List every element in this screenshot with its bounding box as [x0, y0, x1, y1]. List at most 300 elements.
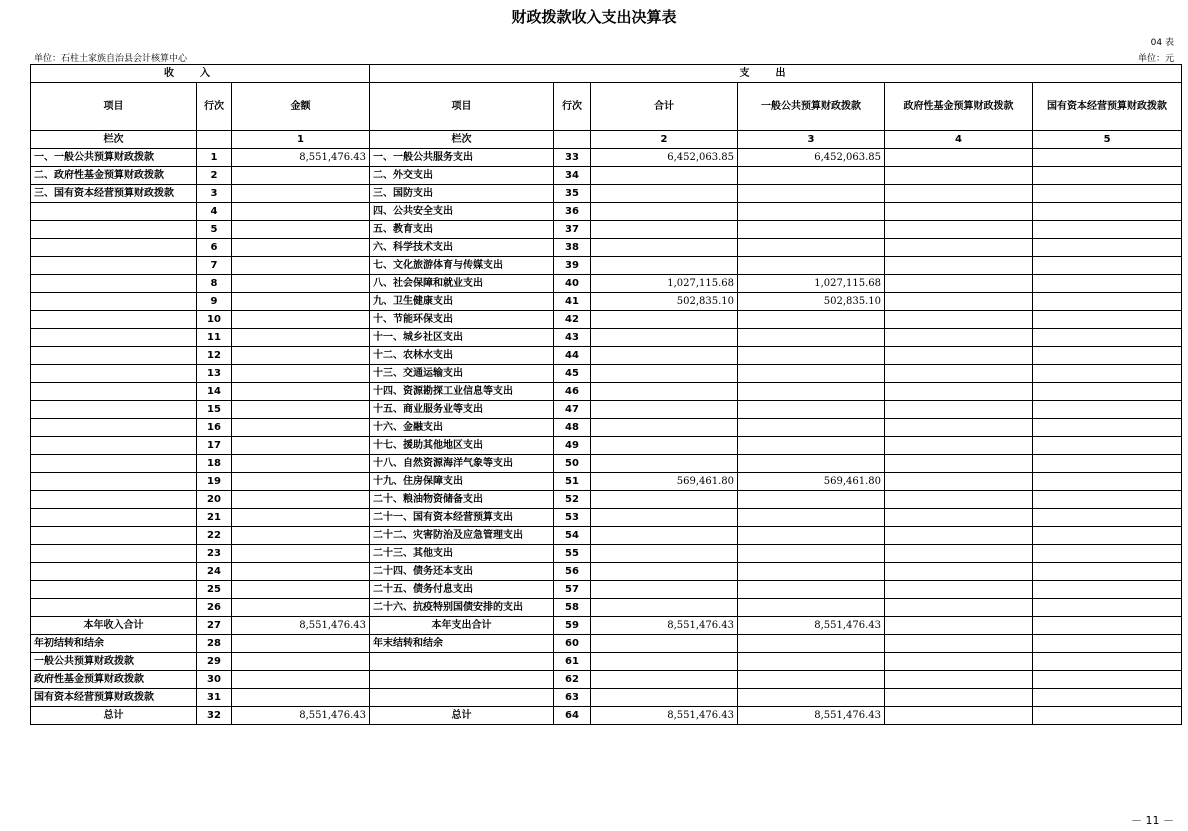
colnum-5: 5	[1033, 131, 1182, 149]
line-number: 4	[197, 203, 232, 221]
income-item	[31, 455, 197, 473]
table-body	[31, 149, 1182, 617]
table-row	[31, 221, 1182, 239]
income-amount	[232, 275, 370, 293]
sub-general-label: 一般公共预算财政拨款	[31, 653, 197, 671]
table-row	[31, 311, 1182, 329]
line-number: 59	[554, 617, 591, 635]
line-number: 44	[554, 347, 591, 365]
cell	[885, 689, 1033, 707]
expense-general	[738, 527, 885, 545]
expense-state-capital	[1033, 599, 1182, 617]
expense-total	[591, 509, 738, 527]
expense-general	[738, 437, 885, 455]
expense-state-capital	[1033, 185, 1182, 203]
colnum-label2: 栏次	[370, 131, 554, 149]
expense-item: 十五、商业服务业等支出	[370, 401, 554, 419]
line-number: 50	[554, 455, 591, 473]
expense-gov-fund	[885, 311, 1033, 329]
expense-general	[738, 329, 885, 347]
grand-total-general: 8,551,476.43	[738, 707, 885, 725]
line-number: 29	[197, 653, 232, 671]
income-total-amount: 8,551,476.43	[232, 617, 370, 635]
expense-total	[591, 455, 738, 473]
line-number: 33	[554, 149, 591, 167]
income-amount	[232, 599, 370, 617]
income-amount	[232, 293, 370, 311]
table-row	[31, 329, 1182, 347]
table-row	[31, 527, 1182, 545]
income-item	[31, 293, 197, 311]
table-row	[31, 671, 1182, 689]
income-amount	[232, 473, 370, 491]
cell	[370, 689, 554, 707]
expense-total	[591, 419, 738, 437]
table-row	[31, 167, 1182, 185]
expense-total	[591, 545, 738, 563]
expense-item: 十七、援助其他地区支出	[370, 437, 554, 455]
line-number: 14	[197, 383, 232, 401]
grand-total-label-expense: 总计	[370, 707, 554, 725]
sub-gov-fund-label: 政府性基金预算财政拨款	[31, 671, 197, 689]
expense-item: 三、国防支出	[370, 185, 554, 203]
section-header-row	[31, 65, 1182, 83]
expense-item: 二十三、其他支出	[370, 545, 554, 563]
header-amount: 金额	[232, 83, 370, 131]
line-number: 63	[554, 689, 591, 707]
income-amount	[232, 401, 370, 419]
income-amount	[232, 491, 370, 509]
line-number: 18	[197, 455, 232, 473]
income-item	[31, 275, 197, 293]
line-number: 61	[554, 653, 591, 671]
expense-general	[738, 599, 885, 617]
expense-state-capital	[1033, 581, 1182, 599]
cell	[738, 653, 885, 671]
line-number: 26	[197, 599, 232, 617]
expense-item: 二、外交支出	[370, 167, 554, 185]
expense-item: 十八、自然资源海洋气象等支出	[370, 455, 554, 473]
expense-gov-fund	[885, 329, 1033, 347]
expense-gov-fund	[885, 581, 1033, 599]
expense-gov-fund	[885, 455, 1033, 473]
expense-total-general: 8,551,476.43	[738, 617, 885, 635]
cell	[591, 635, 738, 653]
expense-total	[591, 347, 738, 365]
line-number: 37	[554, 221, 591, 239]
table-row	[31, 473, 1182, 491]
expense-gov-fund	[885, 347, 1033, 365]
expense-total	[591, 491, 738, 509]
grand-total-sum: 8,551,476.43	[591, 707, 738, 725]
income-item	[31, 437, 197, 455]
expense-total	[591, 437, 738, 455]
expense-total	[591, 239, 738, 257]
cell	[591, 671, 738, 689]
expense-total	[591, 599, 738, 617]
income-item	[31, 419, 197, 437]
income-item	[31, 329, 197, 347]
expense-general	[738, 419, 885, 437]
cell	[885, 671, 1033, 689]
expense-state-capital	[1033, 509, 1182, 527]
expense-state-capital	[1033, 221, 1182, 239]
expense-item: 二十、粮油物资储备支出	[370, 491, 554, 509]
table-row	[31, 599, 1182, 617]
income-item	[31, 203, 197, 221]
line-number: 3	[197, 185, 232, 203]
expense-total	[591, 365, 738, 383]
column-header-row	[31, 83, 1182, 131]
income-item	[31, 563, 197, 581]
line-number: 57	[554, 581, 591, 599]
expense-gov-fund	[885, 257, 1033, 275]
expense-state-capital	[1033, 527, 1182, 545]
table-row	[31, 185, 1182, 203]
table-row	[31, 635, 1182, 653]
table-row	[31, 383, 1182, 401]
expense-gov-fund	[885, 599, 1033, 617]
cell	[738, 671, 885, 689]
table-row	[31, 239, 1182, 257]
colnum-4: 4	[885, 131, 1033, 149]
expense-item: 四、公共安全支出	[370, 203, 554, 221]
header-state-capital: 国有资本经营预算财政拨款	[1033, 83, 1182, 131]
expense-state-capital	[1033, 437, 1182, 455]
expense-general	[738, 545, 885, 563]
income-item	[31, 401, 197, 419]
table-row	[31, 419, 1182, 437]
expense-gov-fund	[885, 221, 1033, 239]
table-row	[31, 203, 1182, 221]
page-title: 财政拨款收入支出决算表	[511, 8, 677, 26]
expense-gov-fund	[885, 491, 1033, 509]
expense-item: 二十二、灾害防治及应急管理支出	[370, 527, 554, 545]
expense-item: 九、卫生健康支出	[370, 293, 554, 311]
table-row	[31, 509, 1182, 527]
colnum-2: 2	[591, 131, 738, 149]
colnum-label: 栏次	[31, 131, 197, 149]
income-amount	[232, 419, 370, 437]
expense-state-capital	[1033, 365, 1182, 383]
income-item	[31, 221, 197, 239]
income-item	[31, 347, 197, 365]
expense-state-capital	[1033, 563, 1182, 581]
income-section-header: 收入	[31, 65, 370, 83]
expense-gov-fund	[885, 275, 1033, 293]
line-number: 17	[197, 437, 232, 455]
line-number: 53	[554, 509, 591, 527]
income-amount	[232, 185, 370, 203]
expense-state-capital	[1033, 167, 1182, 185]
expense-state-capital	[1033, 455, 1182, 473]
expense-general	[738, 509, 885, 527]
expense-general	[738, 257, 885, 275]
cell	[232, 635, 370, 653]
expense-gov-fund	[885, 167, 1033, 185]
cell	[1033, 635, 1182, 653]
expense-gov-fund	[885, 563, 1033, 581]
expense-total	[591, 401, 738, 419]
income-amount	[232, 545, 370, 563]
expense-total	[591, 167, 738, 185]
income-amount	[232, 311, 370, 329]
expense-gov-fund	[885, 545, 1033, 563]
income-amount	[232, 221, 370, 239]
line-number: 46	[554, 383, 591, 401]
expense-state-capital	[1033, 545, 1182, 563]
table-row	[31, 617, 1182, 635]
income-amount	[232, 167, 370, 185]
expense-general	[738, 581, 885, 599]
grand-total-label: 总计	[31, 707, 197, 725]
header-item: 项目	[31, 83, 197, 131]
income-amount	[232, 347, 370, 365]
income-amount	[232, 239, 370, 257]
line-number: 54	[554, 527, 591, 545]
income-amount	[232, 203, 370, 221]
line-number: 64	[554, 707, 591, 725]
income-item	[31, 311, 197, 329]
expense-state-capital	[1033, 149, 1182, 167]
line-number: 48	[554, 419, 591, 437]
expense-state-capital	[1033, 419, 1182, 437]
line-number: 15	[197, 401, 232, 419]
expense-item: 二十六、抗疫特别国债安排的支出	[370, 599, 554, 617]
income-amount	[232, 563, 370, 581]
line-number: 45	[554, 365, 591, 383]
line-number: 35	[554, 185, 591, 203]
income-item: 二、政府性基金预算财政拨款	[31, 167, 197, 185]
expense-section-header: 支出	[370, 65, 1182, 83]
cell	[885, 653, 1033, 671]
line-number: 13	[197, 365, 232, 383]
line-number: 28	[197, 635, 232, 653]
cell	[1033, 671, 1182, 689]
line-number: 55	[554, 545, 591, 563]
line-number: 60	[554, 635, 591, 653]
header-general: 一般公共预算财政拨款	[738, 83, 885, 131]
expense-total	[591, 257, 738, 275]
expense-general	[738, 383, 885, 401]
expense-general	[738, 563, 885, 581]
expense-total	[591, 329, 738, 347]
expense-total	[591, 581, 738, 599]
table-row	[31, 401, 1182, 419]
cell	[232, 689, 370, 707]
expense-general	[738, 167, 885, 185]
expense-item: 一、一般公共服务支出	[370, 149, 554, 167]
income-amount	[232, 581, 370, 599]
expense-item: 十九、住房保障支出	[370, 473, 554, 491]
expense-state-capital	[1033, 257, 1182, 275]
header-item2: 项目	[370, 83, 554, 131]
line-number: 8	[197, 275, 232, 293]
expense-item: 十四、资源勘探工业信息等支出	[370, 383, 554, 401]
expense-total	[591, 311, 738, 329]
column-number-row	[31, 131, 1182, 149]
expense-item: 七、文化旅游体育与传媒支出	[370, 257, 554, 275]
header-total: 合计	[591, 83, 738, 131]
fiscal-table	[30, 64, 1182, 725]
income-item	[31, 599, 197, 617]
line-number: 19	[197, 473, 232, 491]
reporting-unit: 单位：石柱土家族自治县会计核算中心	[34, 54, 188, 64]
line-number: 31	[197, 689, 232, 707]
line-number: 5	[197, 221, 232, 239]
expense-item: 二十一、国有资本经营预算支出	[370, 509, 554, 527]
header-gov-fund: 政府性基金预算财政拨款	[885, 83, 1033, 131]
income-amount	[232, 257, 370, 275]
income-item	[31, 383, 197, 401]
expense-gov-fund	[885, 293, 1033, 311]
line-number: 30	[197, 671, 232, 689]
table-row	[31, 545, 1182, 563]
line-number: 6	[197, 239, 232, 257]
cell	[885, 635, 1033, 653]
cell	[370, 671, 554, 689]
line-number: 36	[554, 203, 591, 221]
expense-general	[738, 401, 885, 419]
line-number: 39	[554, 257, 591, 275]
expense-total: 6,452,063.85	[591, 149, 738, 167]
line-number: 27	[197, 617, 232, 635]
line-number: 2	[197, 167, 232, 185]
expense-state-capital	[1033, 329, 1182, 347]
line-number: 52	[554, 491, 591, 509]
line-number: 62	[554, 671, 591, 689]
page-number: － 11 －	[1131, 814, 1174, 827]
income-amount	[232, 383, 370, 401]
expense-total	[591, 203, 738, 221]
expense-state-capital	[1033, 311, 1182, 329]
cell	[885, 707, 1033, 725]
expense-state-capital	[1033, 239, 1182, 257]
income-item	[31, 239, 197, 257]
line-number: 38	[554, 239, 591, 257]
line-number: 9	[197, 293, 232, 311]
expense-item: 十三、交通运输支出	[370, 365, 554, 383]
expense-total	[591, 185, 738, 203]
expense-item: 五、教育支出	[370, 221, 554, 239]
line-number: 24	[197, 563, 232, 581]
colnum-empty2	[554, 131, 591, 149]
cell	[1033, 617, 1182, 635]
line-number: 1	[197, 149, 232, 167]
sub-state-capital-label: 国有资本经营预算财政拨款	[31, 689, 197, 707]
income-item: 一、一般公共预算财政拨款	[31, 149, 197, 167]
currency-unit: 单位：元	[1137, 54, 1174, 64]
line-number: 20	[197, 491, 232, 509]
expense-general	[738, 365, 885, 383]
line-number: 47	[554, 401, 591, 419]
expense-general: 6,452,063.85	[738, 149, 885, 167]
header-line2: 行次	[554, 83, 591, 131]
expense-gov-fund	[885, 203, 1033, 221]
expense-item: 六、科学技术支出	[370, 239, 554, 257]
line-number: 16	[197, 419, 232, 437]
colnum-empty	[197, 131, 232, 149]
expense-total: 502,835.10	[591, 293, 738, 311]
table-row	[31, 563, 1182, 581]
expense-state-capital	[1033, 347, 1182, 365]
cell	[591, 689, 738, 707]
colnum-1: 1	[232, 131, 370, 149]
table-row	[31, 365, 1182, 383]
expense-gov-fund	[885, 185, 1033, 203]
expense-general: 1,027,115.68	[738, 275, 885, 293]
line-number: 25	[197, 581, 232, 599]
expense-general	[738, 311, 885, 329]
line-number: 41	[554, 293, 591, 311]
income-item	[31, 257, 197, 275]
expense-state-capital	[1033, 203, 1182, 221]
expense-gov-fund	[885, 365, 1033, 383]
line-number: 12	[197, 347, 232, 365]
table-row	[31, 437, 1182, 455]
table-row	[31, 689, 1182, 707]
expense-general	[738, 455, 885, 473]
cell	[232, 653, 370, 671]
expense-item: 八、社会保障和就业支出	[370, 275, 554, 293]
table-row	[31, 293, 1182, 311]
expense-item: 二十五、债务付息支出	[370, 581, 554, 599]
line-number: 43	[554, 329, 591, 347]
line-number: 34	[554, 167, 591, 185]
line-number: 40	[554, 275, 591, 293]
expense-gov-fund	[885, 419, 1033, 437]
expense-general: 569,461.80	[738, 473, 885, 491]
expense-gov-fund	[885, 509, 1033, 527]
line-number: 21	[197, 509, 232, 527]
expense-state-capital	[1033, 491, 1182, 509]
expense-general	[738, 185, 885, 203]
header-line: 行次	[197, 83, 232, 131]
income-item: 三、国有资本经营预算财政拨款	[31, 185, 197, 203]
expense-item: 二十四、债务还本支出	[370, 563, 554, 581]
line-number: 22	[197, 527, 232, 545]
expense-general	[738, 491, 885, 509]
end-balance-label: 年末结转和结余	[370, 635, 554, 653]
colnum-3: 3	[738, 131, 885, 149]
income-amount	[232, 437, 370, 455]
income-item	[31, 581, 197, 599]
income-total-label: 本年收入合计	[31, 617, 197, 635]
table-row	[31, 455, 1182, 473]
expense-gov-fund	[885, 527, 1033, 545]
expense-gov-fund	[885, 473, 1033, 491]
line-number: 10	[197, 311, 232, 329]
line-number: 56	[554, 563, 591, 581]
table-row	[31, 275, 1182, 293]
expense-total: 1,027,115.68	[591, 275, 738, 293]
expense-item: 十、节能环保支出	[370, 311, 554, 329]
expense-total	[591, 383, 738, 401]
income-item	[31, 509, 197, 527]
grand-total-amount: 8,551,476.43	[232, 707, 370, 725]
expense-item: 十六、金融支出	[370, 419, 554, 437]
income-item	[31, 545, 197, 563]
cell	[370, 653, 554, 671]
expense-state-capital	[1033, 383, 1182, 401]
income-amount	[232, 455, 370, 473]
cell	[738, 635, 885, 653]
line-number: 58	[554, 599, 591, 617]
expense-state-capital	[1033, 473, 1182, 491]
expense-total	[591, 527, 738, 545]
expense-total-sum: 8,551,476.43	[591, 617, 738, 635]
expense-general	[738, 203, 885, 221]
